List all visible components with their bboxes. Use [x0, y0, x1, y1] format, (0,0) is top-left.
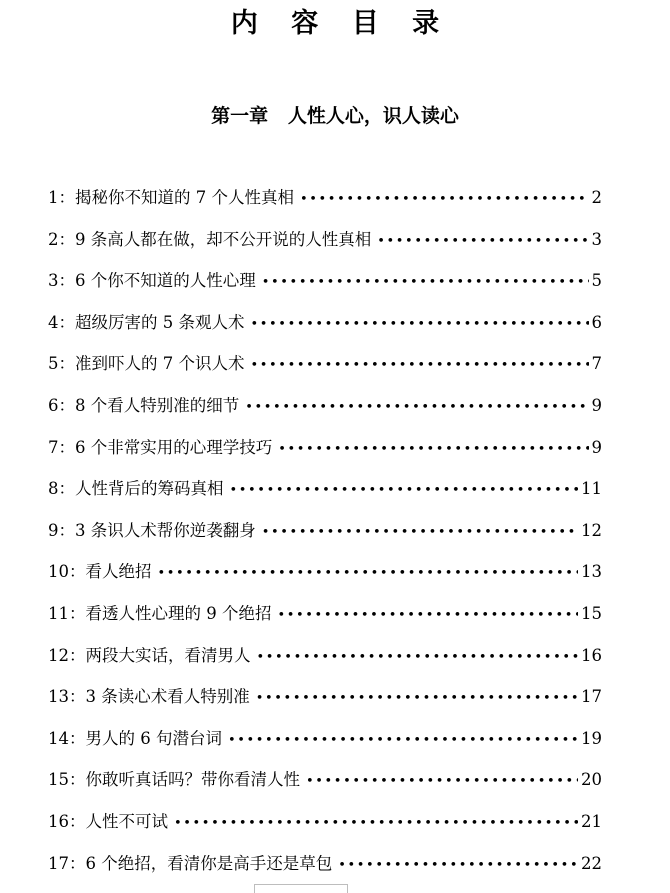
toc-dot-leader — [256, 685, 578, 713]
toc-page-number: 12 — [581, 520, 602, 540]
toc-entry-label: 13：3 条读心术看人特别准 — [48, 687, 250, 707]
toc-entry-label: 5：准到吓人的 7 个识人术 — [48, 354, 245, 374]
toc-entry[interactable] — [48, 808, 602, 850]
toc-entry[interactable] — [48, 558, 602, 600]
toc-page-number: 9 — [591, 437, 602, 457]
toc-dot-leader — [277, 602, 578, 630]
toc-entry-label: 17：6 个绝招，看清你是高手还是草包 — [48, 853, 333, 873]
toc-entry-label: 3：6 个你不知道的人性心理 — [48, 271, 256, 291]
toc-entry-label: 4：超级厉害的 5 条观人术 — [48, 312, 245, 332]
toc-entry-label: 16：人性不可试 — [48, 811, 168, 831]
toc-page-number: 9 — [591, 395, 602, 415]
toc-page-number: 6 — [591, 312, 602, 332]
toc-dot-leader — [228, 727, 578, 755]
toc-entry-label: 9：3 条识人术帮你逆袭翻身 — [48, 520, 256, 540]
toc-page-number: 16 — [581, 645, 602, 665]
toc-page-number: 5 — [591, 271, 602, 291]
toc-dot-leader — [251, 311, 589, 339]
toc-page-number: 2 — [591, 188, 602, 207]
toc-dot-leader — [158, 560, 579, 588]
toc-page-number: 15 — [581, 603, 602, 623]
toc-entry[interactable] — [48, 766, 602, 808]
toc-page-number: 19 — [581, 728, 602, 748]
toc-entry[interactable] — [48, 725, 602, 767]
toc-entry[interactable] — [48, 392, 602, 434]
toc-dot-leader — [262, 519, 578, 547]
toc-entry-label: 8：人性背后的筹码真相 — [48, 479, 224, 499]
toc-dot-leader — [230, 477, 579, 505]
toc-dot-leader — [262, 269, 589, 297]
toc-entry[interactable] — [48, 517, 602, 559]
toc-dot-leader — [306, 768, 578, 796]
toc-entry[interactable] — [48, 226, 602, 268]
toc-entry-label: 15：你敢听真话吗？带你看清人性 — [48, 770, 300, 790]
toc-entry-label: 6：8 个看人特别准的细节 — [48, 395, 240, 415]
toc-entry-label: 1：揭秘你不知道的 7 个人性真相 — [48, 188, 294, 207]
toc-dot-leader — [278, 436, 588, 464]
toc-entry[interactable] — [48, 184, 602, 226]
toc-entry-label: 14：男人的 6 句潜台词 — [48, 728, 222, 748]
chapter-heading: 第一章 人性人心，识人读心 — [211, 105, 459, 127]
toc-entry[interactable] — [48, 434, 602, 476]
toc-dot-leader — [338, 852, 578, 880]
table-of-contents — [48, 184, 602, 891]
toc-entry-label: 12：两段大实话，看清男人 — [48, 645, 251, 665]
toc-page-number: 17 — [581, 687, 602, 707]
toc-page-number: 22 — [581, 853, 602, 873]
toc-entry-label: 2：9 条高人都在做，却不公开说的人性真相 — [48, 229, 372, 249]
toc-entry-label: 11：看透人性心理的 9 个绝招 — [48, 603, 272, 623]
toc-entry[interactable] — [48, 683, 602, 725]
toc-entry[interactable] — [48, 475, 602, 517]
toc-page-number: 3 — [591, 229, 602, 249]
page-scroll-tab[interactable] — [254, 884, 348, 893]
toc-entry[interactable] — [48, 642, 602, 684]
toc-dot-leader — [245, 394, 588, 422]
toc-page-number: 7 — [591, 354, 602, 374]
toc-page-number: 11 — [581, 479, 602, 499]
toc-entry[interactable] — [48, 309, 602, 351]
toc-dot-leader — [174, 810, 578, 838]
toc-dot-leader — [257, 644, 579, 672]
toc-entry-label: 10：看人绝招 — [48, 562, 152, 582]
page-title: 内 容 目 录 — [230, 8, 452, 39]
toc-dot-leader — [251, 352, 589, 380]
toc-entry[interactable] — [48, 267, 602, 309]
toc-page-number: 20 — [581, 770, 602, 790]
toc-entry-label: 7：6 个非常实用的心理学技巧 — [48, 437, 273, 457]
toc-page-number: 21 — [581, 811, 602, 831]
toc-entry[interactable] — [48, 350, 602, 392]
toc-dot-leader — [377, 228, 588, 256]
toc-entry[interactable] — [48, 600, 602, 642]
toc-dot-leader — [300, 186, 589, 214]
toc-page-number: 13 — [581, 562, 602, 582]
